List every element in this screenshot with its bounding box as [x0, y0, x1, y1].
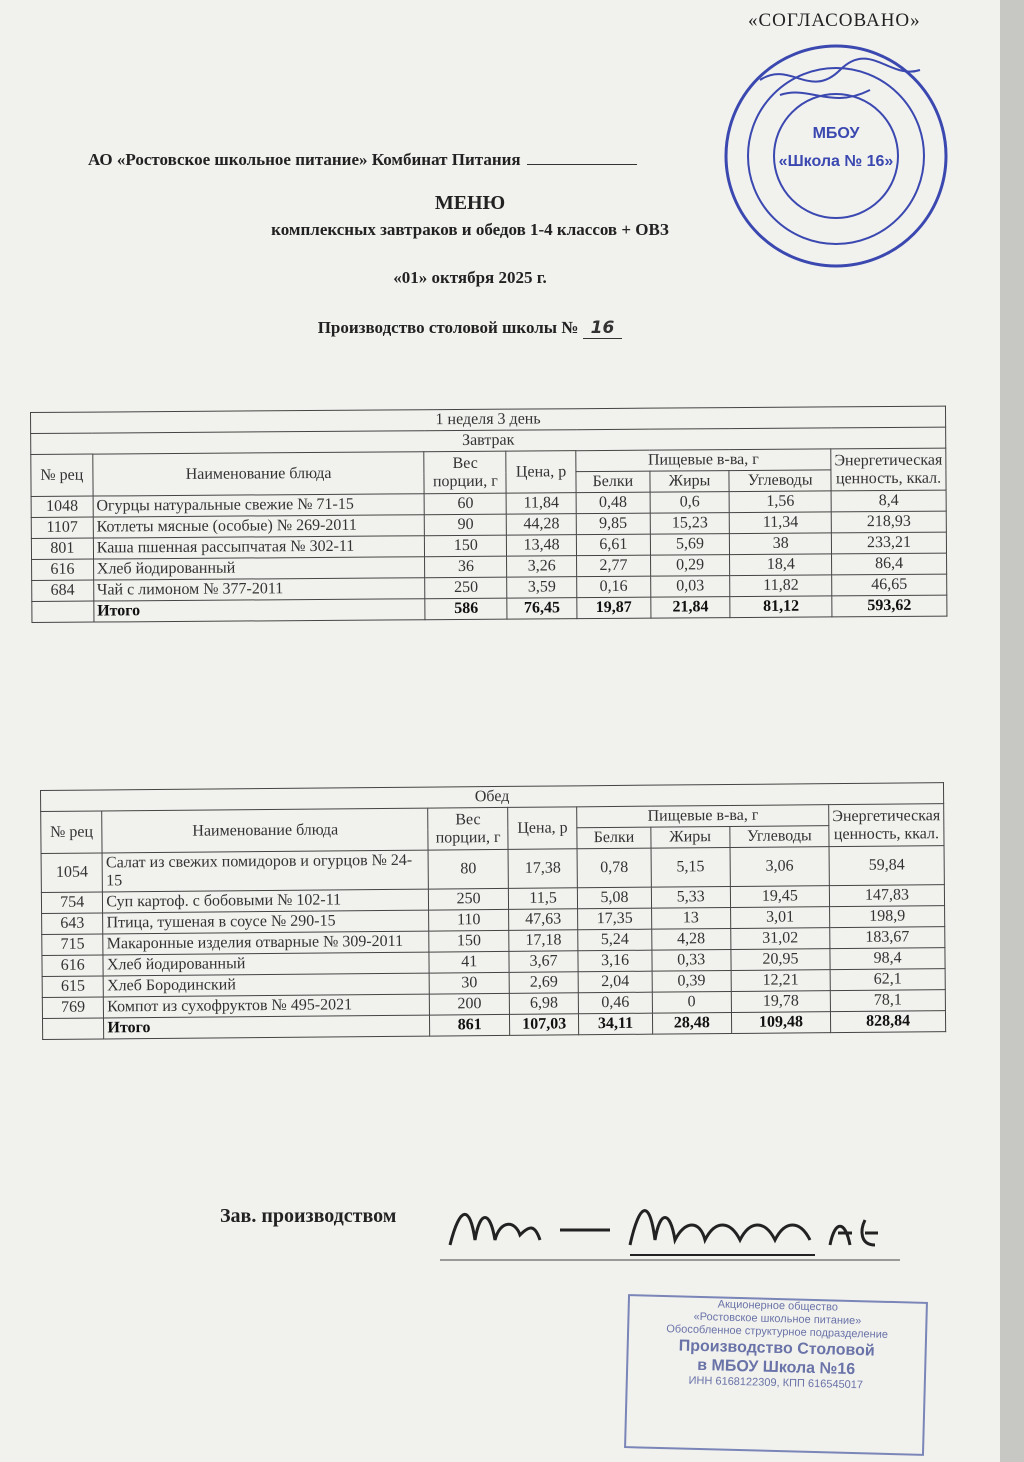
total-weight: 861 — [430, 1014, 510, 1036]
energy-cell: 8,4 — [831, 490, 946, 512]
weight-cell: 250 — [429, 888, 509, 910]
fat-cell: 0,33 — [652, 949, 731, 971]
carbs-cell: 3,01 — [730, 907, 829, 929]
price-cell: 17,18 — [509, 930, 579, 952]
stamp-line: Обособленное структурное подразделение — [666, 1323, 889, 1341]
menu-subtitle: комплексных завтраков и обедов 1-4 классов + ОВЗ — [271, 220, 669, 239]
price-cell: 11,5 — [508, 888, 578, 910]
rec-cell: 643 — [42, 913, 104, 935]
price-cell: 3,26 — [507, 556, 577, 577]
stamp-line: Акционерное общество — [717, 1298, 839, 1314]
rec-cell: 615 — [42, 976, 104, 998]
production-label: Производство столовой школы № — [317, 318, 579, 337]
total-price: 76,45 — [507, 598, 577, 619]
weight-cell: 30 — [430, 972, 510, 994]
total-protein: 19,87 — [577, 597, 651, 619]
fat-cell: 4,28 — [651, 928, 730, 950]
carbs-cell: 12,21 — [731, 970, 830, 992]
fat-cell: 15,23 — [650, 513, 730, 535]
signature-label: Зав. производством — [220, 1205, 397, 1227]
total-fat: 28,48 — [652, 1012, 731, 1034]
col-carbs: Углеводы — [729, 470, 831, 492]
total-energy: 828,84 — [831, 1011, 946, 1033]
dish-name-cell: Хлеб Бородинский — [104, 973, 430, 997]
organization-line — [88, 150, 637, 170]
col-name: Наименование блюда — [93, 452, 425, 496]
price-cell: 3,67 — [509, 951, 579, 973]
fat-cell: 5,33 — [651, 886, 730, 908]
lunch-section-label: Обед — [41, 783, 944, 812]
dish-name-cell: Котлеты мясные (особые) № 269-2011 — [93, 515, 425, 538]
rec-cell — [42, 1018, 104, 1040]
rec-cell: 684 — [32, 580, 94, 601]
page-edge — [1000, 0, 1024, 1462]
dish-name-cell: Каша пшенная рассыпчатая № 302-11 — [93, 536, 425, 559]
fat-cell: 13 — [651, 907, 730, 929]
energy-cell: 183,67 — [830, 927, 945, 949]
col-nutrients: Пищевые в-ва, г — [576, 449, 831, 472]
total-energy: 593,62 — [832, 595, 947, 617]
weight-cell: 41 — [429, 951, 509, 973]
energy-cell: 46,65 — [832, 574, 947, 596]
col-nutrients: Пищевые в-ва, г — [577, 805, 829, 828]
organization-text: АО «Ростовское школьное питание» Комбинат Питания — [88, 150, 521, 169]
rec-cell: 769 — [42, 997, 104, 1019]
protein-cell: 0,78 — [577, 848, 651, 888]
weight-cell: 36 — [425, 556, 507, 578]
breakfast-section-label: Завтрак — [31, 427, 946, 454]
col-rec: № рец — [31, 454, 93, 496]
col-weight: Вес порции, г — [424, 451, 506, 494]
col-protein: Белки — [577, 827, 650, 849]
total-price: 107,03 — [509, 1014, 579, 1036]
lunch-table — [40, 782, 946, 1040]
energy-cell: 78,1 — [830, 990, 945, 1012]
production-line — [0, 318, 940, 338]
col-fat: Жиры — [650, 471, 730, 493]
energy-cell: 59,84 — [829, 846, 944, 886]
total-carbs: 81,12 — [730, 596, 832, 618]
dish-name-cell: Макаронные изделия отварные № 309-2011 — [103, 931, 429, 955]
col-rec: № рец — [41, 811, 103, 854]
price-cell: 6,98 — [509, 993, 579, 1015]
stamp-school-text: «Школа № 16» — [778, 153, 894, 170]
rec-cell: 616 — [32, 559, 94, 580]
carbs-cell: 19,78 — [731, 991, 830, 1013]
approved-label: «СОГЛАСОВАНО» — [748, 10, 921, 31]
rec-cell: 1107 — [31, 517, 93, 538]
fat-cell: 0,39 — [652, 970, 731, 992]
col-weight: Вес порции, г — [428, 807, 508, 850]
energy-cell: 198,9 — [830, 906, 945, 928]
weight-cell: 150 — [429, 930, 509, 952]
total-weight: 586 — [425, 598, 507, 620]
protein-cell: 9,85 — [576, 513, 650, 535]
breakfast-table — [30, 406, 947, 623]
carbs-cell: 11,34 — [730, 512, 832, 534]
rec-cell: 754 — [41, 892, 103, 914]
protein-cell: 0,16 — [577, 576, 651, 598]
fat-cell: 0,03 — [650, 576, 730, 598]
weight-cell: 250 — [425, 577, 507, 599]
energy-cell: 98,4 — [830, 948, 945, 970]
carbs-cell: 38 — [730, 533, 832, 555]
price-cell: 44,28 — [506, 514, 576, 535]
price-cell: 11,84 — [506, 493, 576, 514]
total-carbs: 109,48 — [731, 1012, 830, 1034]
weight-cell: 60 — [425, 493, 507, 515]
rec-cell: 1054 — [41, 853, 103, 893]
price-cell: 17,38 — [508, 849, 578, 889]
price-cell: 3,59 — [507, 577, 577, 598]
protein-cell: 2,04 — [578, 971, 651, 993]
stamp-line: в МБОУ Школа №16 — [697, 1356, 856, 1379]
price-cell: 2,69 — [509, 972, 579, 994]
protein-cell: 0,46 — [579, 992, 652, 1014]
menu-date: «01» октября 2025 г. — [393, 268, 547, 287]
weight-cell: 80 — [428, 849, 508, 889]
col-fat: Жиры — [651, 826, 730, 848]
production-rect-stamp — [624, 1294, 928, 1456]
dish-name-cell: Суп картоф. с бобовыми № 102-11 — [103, 889, 429, 913]
dish-name-cell: Салат из свежих помидоров и огурцов № 24-15 — [102, 850, 428, 892]
energy-cell: 86,4 — [832, 553, 947, 575]
week-day-cell: 1 неделя 3 день — [31, 406, 946, 433]
energy-cell: 218,93 — [831, 511, 946, 533]
fat-cell: 0 — [652, 991, 731, 1013]
dish-name-cell: Компот из сухофруктов № 495-2021 — [104, 994, 430, 1018]
protein-cell: 17,35 — [578, 908, 651, 930]
rec-cell: 1048 — [31, 496, 93, 517]
col-price: Цена, р — [506, 451, 576, 493]
stamp-line: Производство Столовой — [678, 1337, 875, 1360]
carbs-cell: 18,4 — [730, 554, 832, 576]
menu-title: МЕНЮ — [434, 192, 506, 214]
total-protein: 34,11 — [579, 1013, 652, 1035]
rec-cell — [32, 601, 94, 622]
energy-cell: 233,21 — [831, 532, 946, 554]
protein-cell: 5,24 — [578, 929, 651, 951]
price-cell: 13,48 — [507, 535, 577, 556]
rec-cell: 616 — [42, 955, 104, 977]
total-fat: 21,84 — [651, 597, 731, 619]
carbs-cell: 19,45 — [730, 886, 829, 908]
rec-cell: 801 — [31, 538, 93, 559]
energy-cell: 62,1 — [830, 969, 945, 991]
weight-cell: 150 — [425, 535, 507, 557]
col-price: Цена, р — [508, 807, 578, 850]
stamp-line: «Ростовское школьное питание» — [693, 1310, 862, 1328]
col-name: Наименование блюда — [102, 808, 428, 853]
dish-name-cell: Птица, тушеная в соусе № 290-15 — [103, 910, 429, 934]
weight-cell: 110 — [429, 909, 509, 931]
protein-cell: 5,08 — [578, 887, 651, 909]
protein-cell: 0,48 — [576, 492, 650, 514]
carbs-cell: 31,02 — [731, 928, 830, 950]
dish-name-cell: Хлеб йодированный — [103, 952, 429, 976]
dish-name-cell: Чай с лимоном № 377-2011 — [93, 578, 425, 601]
col-energy: Энергетическая ценность, ккал. — [829, 804, 944, 847]
carbs-cell: 3,06 — [730, 847, 830, 887]
weight-cell: 200 — [430, 993, 510, 1015]
stamp-org-text: МБОУ — [812, 125, 860, 142]
carbs-cell: 11,82 — [730, 575, 832, 597]
protein-cell: 3,16 — [578, 950, 651, 972]
total-label: Итого — [104, 1015, 430, 1039]
fat-cell: 0,29 — [650, 555, 730, 577]
carbs-cell: 20,95 — [731, 949, 830, 971]
handwritten-signature — [440, 1185, 900, 1275]
school-number: 16 — [583, 318, 623, 339]
protein-cell: 6,61 — [576, 534, 650, 556]
stamp-line: ИНН 6168122309, КПП 616545017 — [688, 1374, 864, 1392]
dish-name-cell: Хлеб йодированный — [93, 557, 425, 580]
energy-cell: 147,83 — [829, 885, 944, 907]
dish-name-cell: Огурцы натуральные свежие № 71-15 — [93, 494, 425, 517]
col-energy: Энергетическая ценность, ккал. — [831, 448, 946, 491]
price-cell: 47,63 — [508, 909, 578, 931]
col-carbs: Углеводы — [730, 826, 829, 848]
fat-cell: 0,6 — [650, 492, 730, 514]
fat-cell: 5,15 — [651, 847, 730, 887]
total-label: Итого — [94, 599, 426, 622]
weight-cell: 90 — [425, 514, 507, 536]
col-protein: Белки — [576, 471, 650, 493]
carbs-cell: 1,56 — [729, 491, 831, 513]
fat-cell: 5,69 — [650, 534, 730, 556]
rec-cell: 715 — [42, 934, 104, 956]
protein-cell: 2,77 — [577, 555, 651, 577]
